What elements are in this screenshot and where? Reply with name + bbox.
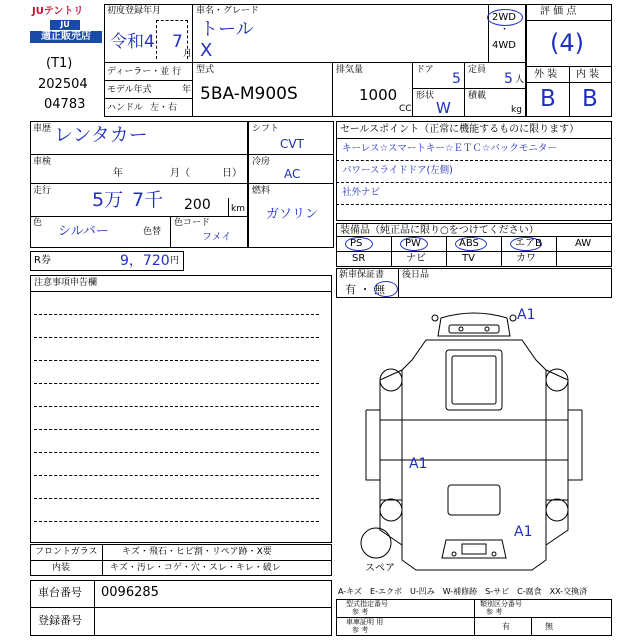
divider [104, 98, 192, 99]
inspection-year: 年 [113, 168, 123, 179]
divider [531, 617, 532, 636]
history-value: レンタカー [54, 124, 148, 146]
divider [336, 204, 612, 205]
score-int: B [582, 86, 598, 112]
car-damage-diagram [336, 300, 612, 580]
model-year-label: モデル年式 [107, 85, 152, 95]
color-code: フメイ [202, 232, 232, 243]
spare-label: スペア [365, 563, 395, 574]
divider [102, 544, 103, 576]
divider [30, 154, 248, 155]
damage-legend: A-キズ E-エクボ U-凹み W-補修跡 S-サビ C-腐食 XX-交換済 [338, 587, 588, 596]
interior-label: 内装 [52, 563, 71, 573]
divider [192, 4, 193, 117]
equip-navi: ナビ [406, 253, 426, 264]
divider [336, 138, 612, 139]
divider [336, 160, 612, 161]
handle-label: ハンドル [107, 103, 144, 113]
displacement-unit: CC [399, 104, 412, 114]
capacity-label: 定員 [468, 65, 487, 75]
doors-value: 5 [452, 71, 461, 87]
divider [170, 216, 171, 248]
inspection-label: 車検 [33, 157, 52, 167]
mileage-unit: km [231, 204, 245, 214]
divider [336, 182, 612, 183]
divider [474, 617, 475, 636]
divider [412, 88, 526, 89]
fuel-value: ガソリン [266, 207, 319, 222]
equip-leather: カワ [516, 253, 536, 264]
model-label: 型式 [196, 65, 215, 75]
aircon-value: AC [284, 167, 301, 181]
shape-label: 形状 [416, 91, 435, 101]
note-line [34, 521, 319, 522]
history-label: 車歴 [33, 124, 52, 134]
divider [30, 216, 248, 217]
footer-c5: 無 [545, 622, 553, 631]
car-name: トール [200, 19, 254, 40]
footer-c3: 車庫証明 用 [346, 618, 384, 626]
sales-label: セールスポイント（正常に機能するものに限ります） [340, 124, 580, 135]
footer-c2: 類別区分番号 [480, 600, 522, 608]
chassis-label: 車台番号 [38, 586, 82, 599]
divider [94, 580, 95, 636]
divider [30, 291, 332, 292]
divider [30, 183, 248, 184]
score-ext: B [540, 86, 556, 112]
score-ext-label: 外 装 [534, 69, 558, 80]
mileage-man: 5万 [92, 189, 124, 211]
warranty-circle [374, 281, 398, 297]
note-line [34, 314, 319, 315]
sales-line-1: キーレス☆スマートキー☆ＥＴＣ☆バックモニター [342, 143, 557, 154]
notes-box [30, 275, 332, 543]
footer-c2b: 参 考 [486, 608, 503, 616]
logo-top: JUテントリ [32, 6, 84, 17]
divider [569, 66, 570, 117]
divider [104, 62, 526, 63]
capacity-value: 5 [504, 71, 513, 87]
score-label: 評 価 点 [540, 6, 577, 17]
inspection-month: 月（ [170, 168, 190, 179]
damage-mark-front: A1 [517, 307, 536, 323]
warranty-label: 新車保証書 [339, 270, 385, 280]
registration-month-unit: 月 [183, 49, 193, 59]
note-line [34, 383, 319, 384]
drive-dot: ・ [500, 25, 510, 35]
divider [30, 560, 332, 561]
equip-pw: PW [405, 238, 421, 249]
drive-opt2: 4WD [492, 40, 516, 51]
divider [336, 251, 612, 252]
divider [501, 236, 502, 267]
equip-aw: AW [575, 238, 592, 249]
note-line [34, 429, 319, 430]
score-value: (4) [550, 29, 584, 57]
divider [391, 236, 392, 267]
regno-label: 登録番号 [38, 614, 82, 627]
chassis-value: 0096285 [101, 585, 159, 600]
shift-value: CVT [280, 137, 304, 151]
dealer-label: ディーラー・並 行 [107, 67, 182, 77]
displacement-value: 1000 [359, 86, 398, 104]
registration-label: 初度登録年月 [107, 6, 162, 16]
divider [248, 183, 334, 184]
lot-line2: 04783 [44, 97, 86, 112]
equip-ps: PS [350, 238, 363, 249]
note-line [34, 498, 319, 499]
logo-bottom: 適正販売店 [30, 31, 102, 43]
divider [248, 154, 334, 155]
divider [332, 62, 333, 117]
color-value: シルバー [58, 224, 109, 239]
mileage-rest: 200 [184, 197, 211, 213]
car-label: 車名・グレード [196, 6, 260, 16]
displacement-label: 排気量 [336, 65, 364, 75]
divider [464, 62, 465, 117]
front-glass-label: フロントガラス [35, 547, 98, 557]
color-check: 色替 [143, 227, 162, 237]
score-int-label: 内 装 [576, 69, 600, 80]
mileage-label: 走行 [33, 186, 52, 196]
registration-era: 令和4 [110, 32, 155, 52]
logo-mark: JU [50, 20, 80, 30]
color-code-label: 色コード [174, 218, 211, 228]
logo [30, 5, 102, 43]
equipment-label: 装備品（純正品に限り○をつけてください） [340, 225, 539, 236]
color-label: 色 [33, 218, 43, 228]
equip-airbag: エアB [515, 238, 542, 249]
shift-label: シフト [252, 124, 280, 134]
lot-line1: 202504 [38, 77, 88, 92]
equip-abs: ABS [459, 238, 479, 249]
model-year-unit: 年 [182, 85, 192, 95]
note-line [34, 452, 319, 453]
doors-label: ドア [416, 65, 434, 75]
divider [474, 599, 475, 617]
divider [526, 20, 612, 21]
inspection-day: 日） [222, 168, 242, 179]
logo-lot-box [30, 5, 104, 117]
footer-c3b: 参 考 [352, 626, 369, 634]
registration-month: 7 [172, 32, 183, 52]
divider [30, 607, 332, 608]
shape-value: W [436, 99, 451, 117]
model-value: 5BA-M900S [200, 84, 298, 104]
divider [556, 236, 557, 267]
recycle-value: 9，720 [120, 253, 170, 269]
capacity-unit: 人 [515, 75, 525, 85]
recycle-label: R券 [34, 255, 51, 266]
recycle-unit: 円 [170, 256, 180, 266]
divider [446, 236, 447, 267]
load-label: 積載 [468, 91, 487, 101]
car-grade: X [200, 40, 213, 61]
later-label: 後日品 [402, 270, 430, 280]
equip-tv: TV [462, 253, 475, 264]
mileage-sen: 7千 [132, 189, 164, 211]
aircon-label: 冷房 [252, 157, 271, 167]
warranty-value: 有 ・ 無 [345, 283, 385, 296]
interior-value: キズ・汚レ・コゲ・穴・スレ・キレ・破レ [110, 563, 281, 573]
notes-label: 注意事項申告欄 [34, 278, 98, 288]
damage-mark-rear: A1 [514, 524, 533, 540]
sales-line-2: パワースライドドア(左側) [342, 165, 453, 176]
handle-opts: 左・右 [150, 103, 178, 113]
lot-code: (T1) [46, 56, 73, 71]
load-unit: kg [511, 105, 522, 115]
footer-c1: 型式指定番号 [346, 600, 388, 608]
divider [104, 80, 192, 81]
front-glass-value: キズ・飛石・ヒビ割・リペア跡・X要 [122, 547, 272, 557]
sales-line-3: 社外ナビ [342, 187, 381, 198]
divider [228, 198, 229, 216]
drive-opt1: 2WD [492, 12, 516, 23]
divider [412, 62, 413, 117]
note-line [34, 360, 319, 361]
note-line [34, 337, 319, 338]
note-line [34, 406, 319, 407]
divider [398, 268, 399, 298]
damage-mark-left: A1 [409, 456, 428, 472]
equip-sr: SR [352, 253, 366, 264]
footer-c4: 有 [502, 622, 510, 631]
note-line [34, 475, 319, 476]
fuel-label: 燃料 [252, 186, 271, 196]
footer-c1b: 参 考 [352, 608, 369, 616]
